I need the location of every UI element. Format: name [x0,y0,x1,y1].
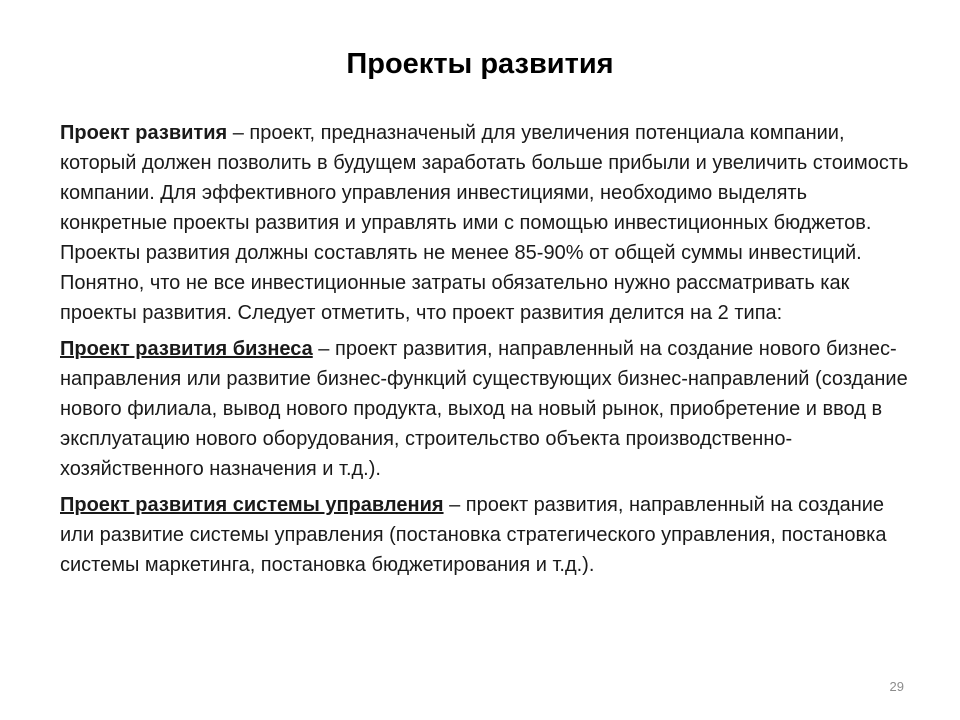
page-number: 29 [889,679,904,694]
paragraph-development-project [60,118,912,328]
slide-title: Проекты развития [346,48,614,80]
term-business-development-project: Проект развития бизнеса [60,338,313,360]
slide-body [60,118,912,586]
paragraph-business-development-project [60,334,912,484]
definition-management-system-project: – проект развития, направленный на создание или развитие системы управления (постановка стратегического управления, постановка системы маркетинга, постановка бюджетирования и т.д.). [60,494,887,576]
definition-business-development-project: – проект развития, направленный на создание нового бизнес-направления или развитие бизнес-функций существующих бизнес-направлений (создание нового филиала, вывод нового продукта, выход на новый рынок, приобретение и ввод в эксплуатацию нового оборудования, строительство объекта производственно-хозяйственного назначения и т.д.). [60,338,908,480]
term-development-project: Проект развития [60,122,228,144]
paragraph-management-system-project [60,490,912,580]
definition-development-project: – проект, предназначеный для увеличения потенциала компании, который должен позволить в будущем заработать больше прибыли и увеличить стоимость компании. Для эффективного управления инвестициями, необходимо выделять конкретные проекты развития и управлять ими с помощью инвестиционных бюджетов. Проекты развития должны составлять не менее 85-90% от общей суммы инвестиций. Понятно, что не все инвестиционные затраты обязательно нужно рассматривать как проекты развития. Следует отметить, что проект развития делится на 2 типа: [60,122,909,324]
term-management-system-project: Проект развития системы управления [60,494,444,516]
